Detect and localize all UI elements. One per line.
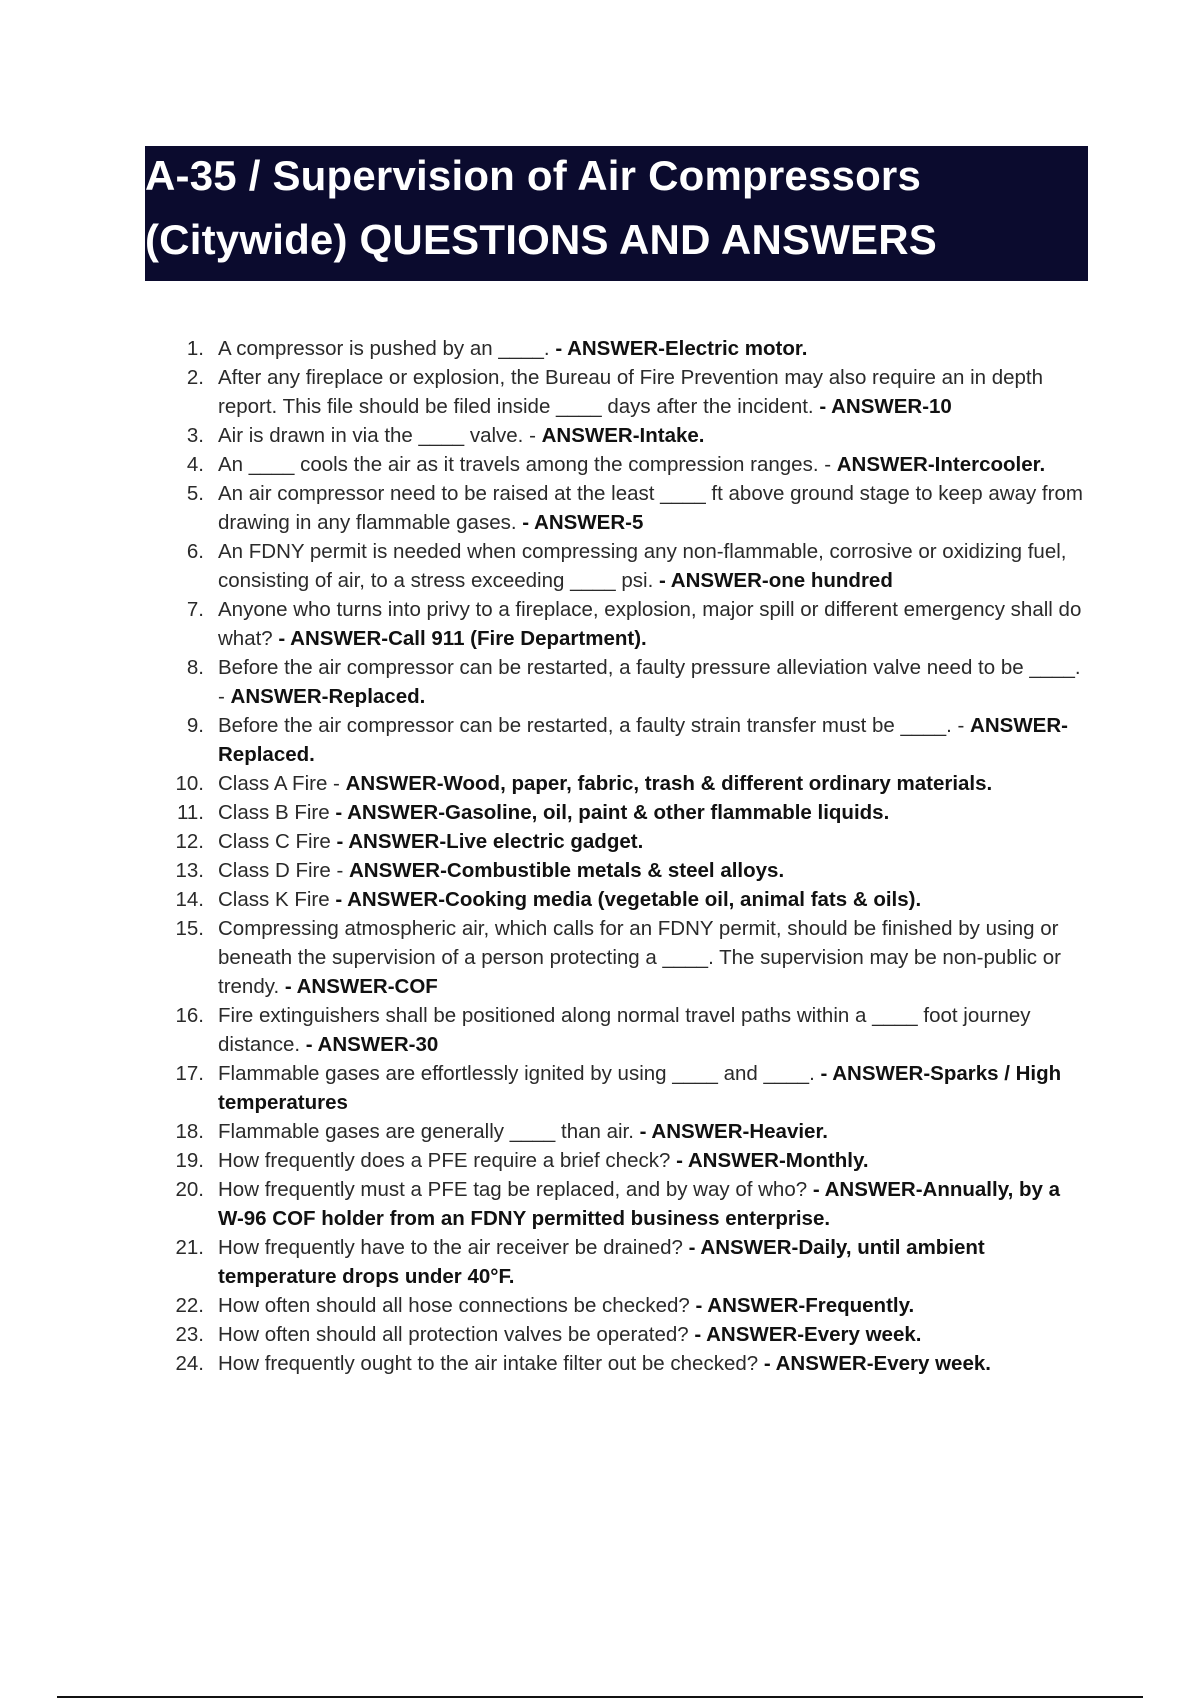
qa-answer: ANSWER-Replaced.	[230, 685, 426, 708]
qa-number: 18.	[175, 1120, 204, 1143]
qa-question: Fire extinguishers shall be positioned along normal travel paths within a ____ foot journey distance.	[218, 1004, 1031, 1056]
qa-answer: - ANSWER-Every week.	[763, 1352, 991, 1375]
qa-number: 21.	[175, 1236, 204, 1259]
qa-number: 3.	[186, 424, 204, 447]
qa-item	[170, 856, 1090, 885]
qa-question: Class A Fire -	[218, 772, 346, 795]
qa-item	[170, 479, 1090, 537]
qa-question: How frequently have to the air receiver be drained?	[218, 1236, 689, 1259]
qa-answer: - ANSWER-Daily, until ambient temperature drops under 40°F.	[218, 1236, 985, 1288]
qa-item	[170, 798, 1090, 827]
qa-answer: - ANSWER-10	[819, 395, 952, 418]
qa-answer: - ANSWER-COF	[284, 975, 438, 998]
qa-item	[170, 711, 1090, 769]
qa-number: 20.	[175, 1178, 204, 1201]
qa-number: 12.	[175, 830, 204, 853]
page-title-line-2: (Citywide) QUESTIONS AND ANSWERS	[145, 216, 937, 263]
qa-answer: - ANSWER-Call 911 (Fire Department).	[278, 627, 647, 650]
qa-answer: - ANSWER-one hundred	[659, 569, 893, 592]
qa-question: Compressing atmospheric air, which calls for an FDNY permit, should be finished by using or beneath the supervision of a person protecting a ____. The supervision may be non-public or trendy.	[218, 917, 1061, 998]
qa-question: An FDNY permit is needed when compressing any non-flammable, corrosive or oxidizing fuel, consisting of air, to a stress exceeding ____ psi.	[218, 540, 1067, 592]
qa-question: Air is drawn in via the ____ valve. -	[218, 424, 542, 447]
qa-number: 17.	[175, 1062, 204, 1085]
qa-number: 16.	[175, 1004, 204, 1027]
qa-question: Before the air compressor can be restarted, a faulty pressure alleviation valve need to be ____. -	[218, 656, 1081, 708]
qa-number: 5.	[186, 482, 204, 505]
qa-number: 14.	[175, 888, 204, 911]
qa-answer: - ANSWER-Annually, by a W-96 COF holder from an FDNY permitted business enterprise.	[218, 1178, 1060, 1230]
qa-question: An air compressor need to be raised at the least ____ ft above ground stage to keep away from drawing in any flammable gases.	[218, 482, 1083, 534]
qa-answer: - ANSWER-Live electric gadget.	[336, 830, 644, 853]
qa-number: 11.	[177, 801, 204, 824]
qa-question: Flammable gases are effortlessly ignited by using ____ and ____.	[218, 1062, 821, 1085]
qa-number: 6.	[186, 540, 204, 563]
qa-number: 9.	[186, 714, 204, 737]
qa-question: How frequently does a PFE require a brief check?	[218, 1149, 677, 1172]
qa-question: How frequently ought to the air intake filter out be checked?	[218, 1352, 764, 1375]
qa-question: How often should all hose connections be checked?	[218, 1294, 696, 1317]
qa-answer: - ANSWER-30	[305, 1033, 439, 1056]
qa-number: 7.	[186, 598, 204, 621]
qa-item	[170, 1175, 1090, 1233]
qa-number: 10.	[175, 772, 204, 795]
qa-number: 4.	[186, 453, 204, 476]
qa-item	[170, 653, 1090, 711]
qa-item	[170, 450, 1090, 479]
qa-item	[170, 595, 1090, 653]
qa-item	[170, 827, 1090, 856]
qa-answer: ANSWER-Intercooler.	[836, 453, 1046, 476]
qa-item	[170, 421, 1090, 450]
qa-answer: - ANSWER-Cooking media (vegetable oil, animal fats & oils).	[335, 888, 922, 911]
qa-question: How often should all protection valves be operated?	[218, 1323, 695, 1346]
qa-answer: - ANSWER-Electric motor.	[555, 337, 808, 360]
qa-item	[170, 769, 1090, 798]
qa-answer: - ANSWER-Every week.	[694, 1323, 922, 1346]
qa-item	[170, 1320, 1090, 1349]
qa-answer: - ANSWER-Gasoline, oil, paint & other flammable liquids.	[335, 801, 890, 824]
qa-answer: ANSWER-Replaced.	[218, 714, 1068, 766]
qa-question: An ____ cools the air as it travels among the compression ranges. -	[218, 453, 837, 476]
qa-item	[170, 885, 1090, 914]
qa-answer: - ANSWER-Heavier.	[639, 1120, 828, 1143]
qa-item	[170, 334, 1090, 363]
qa-number: 1.	[186, 337, 204, 360]
qa-question: A compressor is pushed by an ____.	[218, 337, 556, 360]
qa-question: Class D Fire -	[218, 859, 349, 882]
qa-answer: ANSWER-Wood, paper, fabric, trash & different ordinary materials.	[345, 772, 993, 795]
qa-question: Class B Fire	[218, 801, 336, 824]
qa-question: Anyone who turns into privy to a fireplace, explosion, major spill or different emergency shall do what?	[218, 598, 1082, 650]
qa-list	[170, 334, 1090, 1378]
qa-item	[170, 1349, 1090, 1378]
page-title-line-1: A-35 / Supervision of Air Compressors	[145, 152, 922, 199]
qa-number: 8.	[186, 656, 204, 679]
qa-item	[170, 914, 1090, 1001]
footer-divider	[57, 1696, 1143, 1698]
qa-answer: - ANSWER-5	[522, 511, 644, 534]
qa-question: After any fireplace or explosion, the Bureau of Fire Prevention may also require an in depth report. This file should be filed inside ____ days after the incident.	[218, 366, 1044, 418]
qa-item	[170, 1291, 1090, 1320]
qa-number: 22.	[175, 1294, 204, 1317]
qa-number: 13.	[175, 859, 204, 882]
qa-number: 24.	[175, 1352, 204, 1375]
qa-item	[170, 537, 1090, 595]
qa-item	[170, 363, 1090, 421]
qa-number: 19.	[175, 1149, 204, 1172]
qa-question: How frequently must a PFE tag be replaced, and by way of who?	[218, 1178, 813, 1201]
title-banner	[145, 146, 1088, 281]
qa-item	[170, 1117, 1090, 1146]
qa-question: Flammable gases are generally ____ than air.	[218, 1120, 640, 1143]
qa-number: 15.	[175, 917, 204, 940]
qa-number: 23.	[175, 1323, 204, 1346]
qa-item	[170, 1001, 1090, 1059]
qa-question: Class C Fire	[218, 830, 337, 853]
qa-item	[170, 1233, 1090, 1291]
qa-item	[170, 1059, 1090, 1117]
qa-answer: ANSWER-Intake.	[541, 424, 705, 447]
qa-question: Before the air compressor can be restarted, a faulty strain transfer must be ____. -	[218, 714, 971, 737]
qa-item	[170, 1146, 1090, 1175]
qa-number: 2.	[186, 366, 204, 389]
qa-question: Class K Fire	[218, 888, 336, 911]
qa-answer: - ANSWER-Frequently.	[695, 1294, 915, 1317]
qa-answer: - ANSWER-Sparks / High temperatures	[218, 1062, 1062, 1114]
qa-answer: - ANSWER-Monthly.	[676, 1149, 869, 1172]
qa-answer: ANSWER-Combustible metals & steel alloys.	[348, 859, 785, 882]
